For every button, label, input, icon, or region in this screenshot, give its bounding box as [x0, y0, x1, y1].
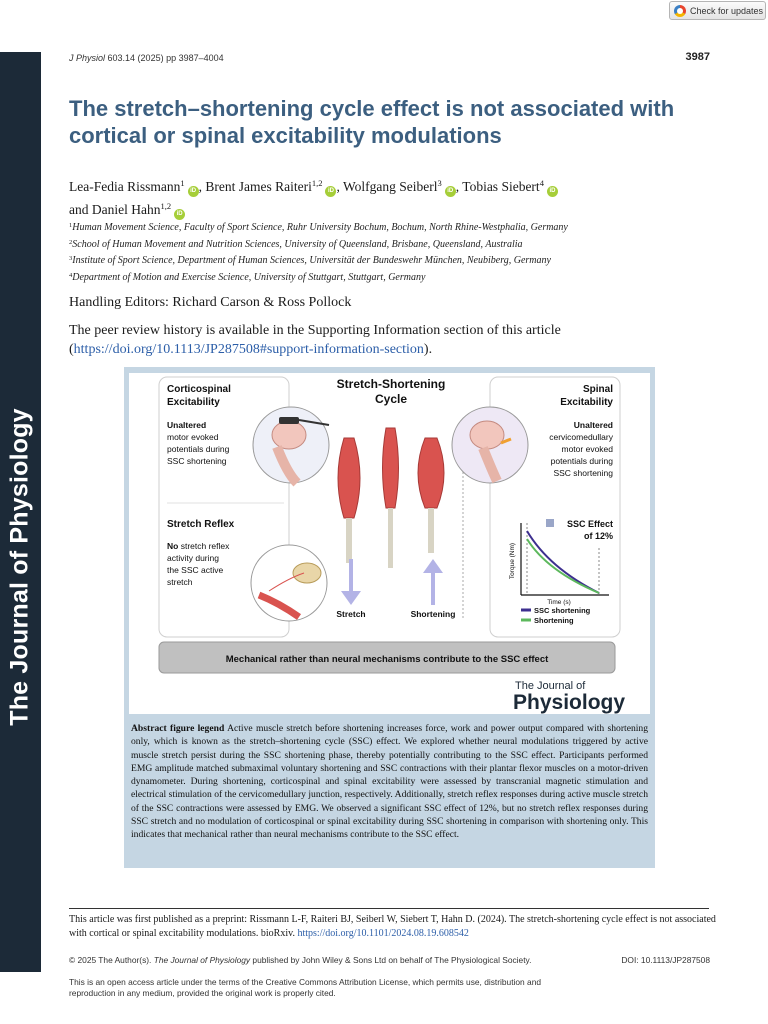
ssc-effect-swatch [546, 519, 554, 527]
reflex-rest: stretch reflex [178, 541, 230, 551]
legend-short: Shortening [534, 616, 574, 625]
copyright-pre: © 2025 The Author(s). [69, 955, 154, 965]
stretch-arrow-icon [341, 559, 361, 605]
abstract-legend-body: Active muscle stretch before shortening increases force, work and power output compared with shortening only, which is known as the stretch–shortening cycle (SSC) effect. We explored whether neural modulations triggered by active muscle stretch persist during the SSC shortening phase, thereby potentially contributing to the SSC effect. Participants performed EMG amplitude matched submaximal voluntary shortening and SSC contractions with their plantar flexor muscles on a motor-driven dynamometer. During shortening, corticospinal and spinal excitability were assessed by transcranial magnetic stimulation and electrical stimulation of the cervicomedullary junction, respectively. Additionally, stretch reflex responses during active muscle stretch of the SSC contractions were assessed by EMG. We observed a significant SSC effect of 12%, but no stretch reflex responses during SSC stretch and no modulation of corticospinal or spinal excitability during SSC shortening in comparison with shortening only. This indicates that mechanical rather than neural mechanisms contribute to the SSC effect. [131, 723, 649, 841]
abstract-legend-label: Abstract figure legend [131, 723, 225, 734]
spinal-reflex-icon [251, 545, 327, 621]
author-name[interactable]: Daniel Hahn [91, 202, 161, 217]
figure-title-l1: Stretch-Shortening [336, 377, 446, 391]
figure-title-l2: Cycle [374, 392, 408, 406]
shortening-label: Shortening [410, 609, 456, 619]
author-affiliation-number: 3 [437, 178, 442, 188]
peer-review-link[interactable]: https://doi.org/10.1113/JP287508#support-information-section [73, 342, 424, 357]
author-name[interactable]: Tobias Siebert [462, 179, 540, 194]
license-note: This is an open access article under the terms of the Creative Commons Attribution License, which permits use, distribution and reproduction in any medium, provided the original work is properly cited. [69, 977, 542, 998]
abstract-figure [129, 373, 650, 714]
conclusion-banner-text: Mechanical rather than neural mechanisms contribute to the SSC effect [225, 654, 549, 665]
ssc-effect-l2: of 12% [583, 531, 613, 541]
shortening-arrow-icon [423, 559, 443, 605]
author-name[interactable]: Lea-Fedia Rissmann [69, 179, 181, 194]
spinal-desc-5: SSC shortening [553, 468, 613, 478]
preprint-link[interactable]: https://doi.org/10.1101/2024.08.19.608542 [297, 928, 469, 939]
time-axis-label: Time (s) [547, 599, 571, 606]
copyright-line [69, 955, 531, 965]
affiliation-number: 1 [69, 222, 73, 229]
affiliation-item [69, 252, 709, 269]
brain-cmep-icon [452, 407, 528, 483]
muscle-icon-center [383, 428, 399, 568]
spinal-title-l2: Excitability [560, 397, 613, 408]
orcid-icon[interactable]: iD [174, 209, 185, 220]
journal-citation [69, 53, 224, 63]
logo-line1: The Journal of [515, 680, 586, 692]
citation-details: 603.14 (2025) pp 3987–4004 [107, 53, 224, 63]
check-updates-label: Check for updates [690, 5, 764, 16]
reflex-desc-3: the SSC active [167, 565, 224, 575]
article-title: The stretch–shortening cycle effect is not associated with cortical or spinal excitability modulations [69, 96, 675, 148]
cortico-desc-4: SSC shortening [167, 456, 227, 466]
copyright-journal: The Journal of Physiology [153, 955, 251, 965]
journal-sidebar [0, 52, 41, 972]
cortico-desc-1: Unaltered [167, 420, 207, 430]
author-affiliation-number: 1,2 [160, 201, 172, 211]
torque-axis-label: Torque (Nm) [509, 542, 516, 580]
brain-tms-icon [253, 407, 329, 483]
cortico-desc-2: motor evoked [167, 432, 219, 442]
journal-abbrev: J Physiol [69, 53, 106, 63]
affiliation-text: Department of Motion and Exercise Science, University of Stuttgart, Stuttgart, Germany [72, 271, 426, 283]
muscle-icon-left [338, 438, 360, 563]
spinal-desc-3: motor evoked [561, 444, 613, 454]
legend-ssc: SSC shortening [534, 606, 591, 615]
handling-editors: Handling Editors: Richard Carson & Ross Pollock [69, 295, 352, 310]
paren-close: ). [423, 342, 433, 357]
author-affiliation-number: 4 [539, 178, 544, 188]
author-name[interactable]: Brent James Raiteri [205, 179, 312, 194]
orcid-icon[interactable]: iD [445, 186, 456, 197]
reflex-desc-1 [167, 541, 230, 551]
author-affiliation-number: 1,2 [311, 178, 323, 188]
article-doi: DOI: 10.1113/JP287508 [621, 955, 710, 965]
peer-review-text: The peer review history is available in the Supporting Information section of this article [69, 323, 561, 338]
check-for-updates-button[interactable] [669, 1, 766, 20]
crossmark-icon [674, 5, 686, 17]
corticospinal-title-l2: Excitability [167, 397, 220, 408]
affiliation-text: Institute of Sport Science, Department of Human Sciences, Universität der Bundeswehr München, Neubiberg, Germany [72, 255, 551, 266]
peer-review-note [69, 321, 719, 359]
copyright-post: published by John Wiley & Sons Ltd on behalf of The Physiological Society. [250, 955, 532, 965]
author-separator: and [69, 202, 92, 217]
spinal-title-l1: Spinal [582, 384, 613, 395]
footer-divider [69, 908, 709, 909]
abstract-figure-box [124, 367, 655, 868]
ssc-effect-l1: SSC Effect [566, 519, 613, 529]
reflex-desc-4: stretch [167, 577, 193, 587]
author-separator: , [198, 179, 206, 194]
affiliation-text: School of Human Movement and Nutrition Sciences, University of Queensland, Brisbane, Queensland, Australia [72, 238, 523, 250]
author-name[interactable]: Wolfgang Seiberl [342, 179, 438, 194]
affiliation-item [69, 269, 709, 286]
spinal-desc-2: cervicomedullary [549, 432, 613, 442]
affiliation-number: 4 [69, 271, 73, 279]
preprint-text: This article was first published as a preprint: Rissmann L-F, Raiteri BJ, Seiberl W, Siebert T, Hahn D. (2024). The stretch-shortening cycle effect is not associated with cortical or spinal excitability modulations. bioRxiv. [69, 914, 716, 939]
affiliation-number: 3 [69, 255, 73, 262]
cortico-desc-3: potentials during [167, 444, 230, 454]
orcid-icon[interactable]: iD [547, 186, 558, 197]
affiliation-item [69, 219, 709, 236]
author-separator: , [455, 179, 463, 194]
reflex-desc-2: activity during [167, 553, 219, 563]
spinal-desc-4: potentials during [550, 456, 613, 466]
corticospinal-title-l1: Corticospinal [167, 384, 231, 395]
orcid-icon[interactable]: iD [188, 186, 199, 197]
preprint-note [69, 913, 719, 941]
author-affiliation-number: 1 [180, 178, 185, 188]
page-number: 3987 [685, 51, 710, 63]
logo-line2: Physiology [513, 691, 626, 714]
affiliation-item [69, 236, 709, 253]
reflex-no: No [167, 541, 179, 551]
author-separator: , [336, 179, 343, 194]
muscle-icon-right [418, 438, 444, 553]
abstract-legend [131, 722, 648, 842]
reflex-title: Stretch Reflex [167, 519, 235, 530]
author-list [69, 174, 709, 220]
paren-open: ( [69, 342, 74, 357]
affiliation-number: 2 [69, 238, 73, 246]
orcid-icon[interactable]: iD [325, 186, 336, 197]
spinal-desc-1: Unaltered [573, 420, 613, 430]
sidebar-journal-name: The Journal of Physiology [5, 408, 34, 726]
affiliation-text: Human Movement Science, Faculty of Sport Science, Ruhr University Bochum, Bochum, North Rhine-Westphalia, Germany [72, 222, 568, 233]
stretch-label: Stretch [336, 609, 366, 619]
affiliation-list [69, 219, 709, 285]
